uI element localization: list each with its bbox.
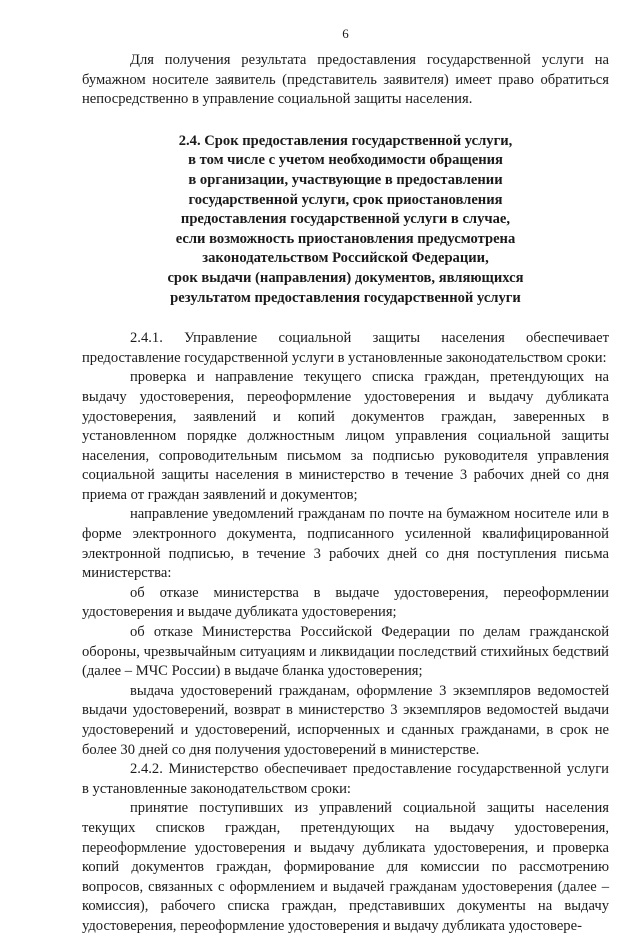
section-heading <box>82 132 609 308</box>
heading-line: государственной услуги, срок приостановления <box>188 191 503 208</box>
paragraph-2-4-2: 2.4.2. Министерство обеспечивает предоставление государственной услуги в установленные законодательством сроки: <box>82 761 609 797</box>
paragraph-refusal-mchs: об отказе Министерства Российской Федерации по делам гражданской обороны, чрезвычайным ситуациям и ликвидации последствий стихийных бедствий (далее – МЧС России) в выдаче бланка удостоверения; <box>82 624 609 680</box>
paragraph-refusal-ministry: об отказе министерства в выдаче удостоверения, переоформлении удостоверения и выдаче дубликата удостоверения; <box>82 584 609 621</box>
heading-line: результатом предоставления государственной услуги <box>170 289 521 306</box>
paragraph-2-4-1: 2.4.1. Управление социальной защиты населения обеспечивает предоставление государственной услуги в установленные законодательством сроки: <box>82 330 609 366</box>
heading-line: в организации, участвующие в предоставлении <box>188 171 503 188</box>
paragraph-list-notify: направление уведомлений гражданам по почте на бумажном носителе или в форме электронного документа, подписанного усиленной квалифицированной электронной подписью, в течение 3 рабочих дней со дня поступления письма министерства: <box>82 506 609 582</box>
paragraph-list-check: проверка и направление текущего списка граждан, претендующих на выдачу удостоверения, переоформление удостоверения и выдачу дубликата удостоверения, заявлений и копий документов граждан, заверенных в установленном порядке должностным лицом управления социальной защиты населения, сопроводительным письмом за подписью руководителя управления социальной защиты населения в министерство в течение 3 рабочих дней со дня приема от граждан заявлений и документов; <box>82 369 609 503</box>
heading-line: предоставления государственной услуги в случае, <box>180 211 511 228</box>
heading-line: 2.4. Срок предоставления государственной услуги, <box>178 132 513 149</box>
page-number: 6 <box>342 26 349 41</box>
heading-line: срок выдачи (направления) документов, являющихся <box>167 269 524 286</box>
heading-line: законодательством Российской Федерации, <box>202 250 489 267</box>
heading-line: если возможность приостановления предусмотрена <box>175 230 516 247</box>
intro-paragraph: Для получения результата предоставления государственной услуги на бумажном носителе заявитель (представитель заявителя) имеет право обратиться непосредственно в управление социальной защиты населения. <box>82 52 609 108</box>
paragraph-issuance: выдача удостоверений гражданам, оформление 3 экземпляров ведомостей выдачи удостоверений, возврат в министерство 3 экземпляров ведомостей выдачи удостоверений и удостоверений, испорченных и сданных гражданами, в срок не более 30 дней со дня получения удостоверений в министерстве. <box>82 682 609 758</box>
heading-line: в том числе с учетом необходимости обращения <box>188 152 503 169</box>
paragraph-acceptance: принятие поступивших из управлений социальной защиты населения текущих списков граждан, претендующих на выдачу удостоверения, переоформление удостоверения и выдачу дубликата удостоверения, и проверка копий документов граждан, формирование для комиссии по рассмотрению вопросов, связанных с оформлением и выдачей гражданам удостоверения (далее – комиссия), рабочего списка граждан, представивших документы на выдачу удостоверения, переоформление удостоверения и выдачу дубликата удостовере- <box>82 800 609 934</box>
